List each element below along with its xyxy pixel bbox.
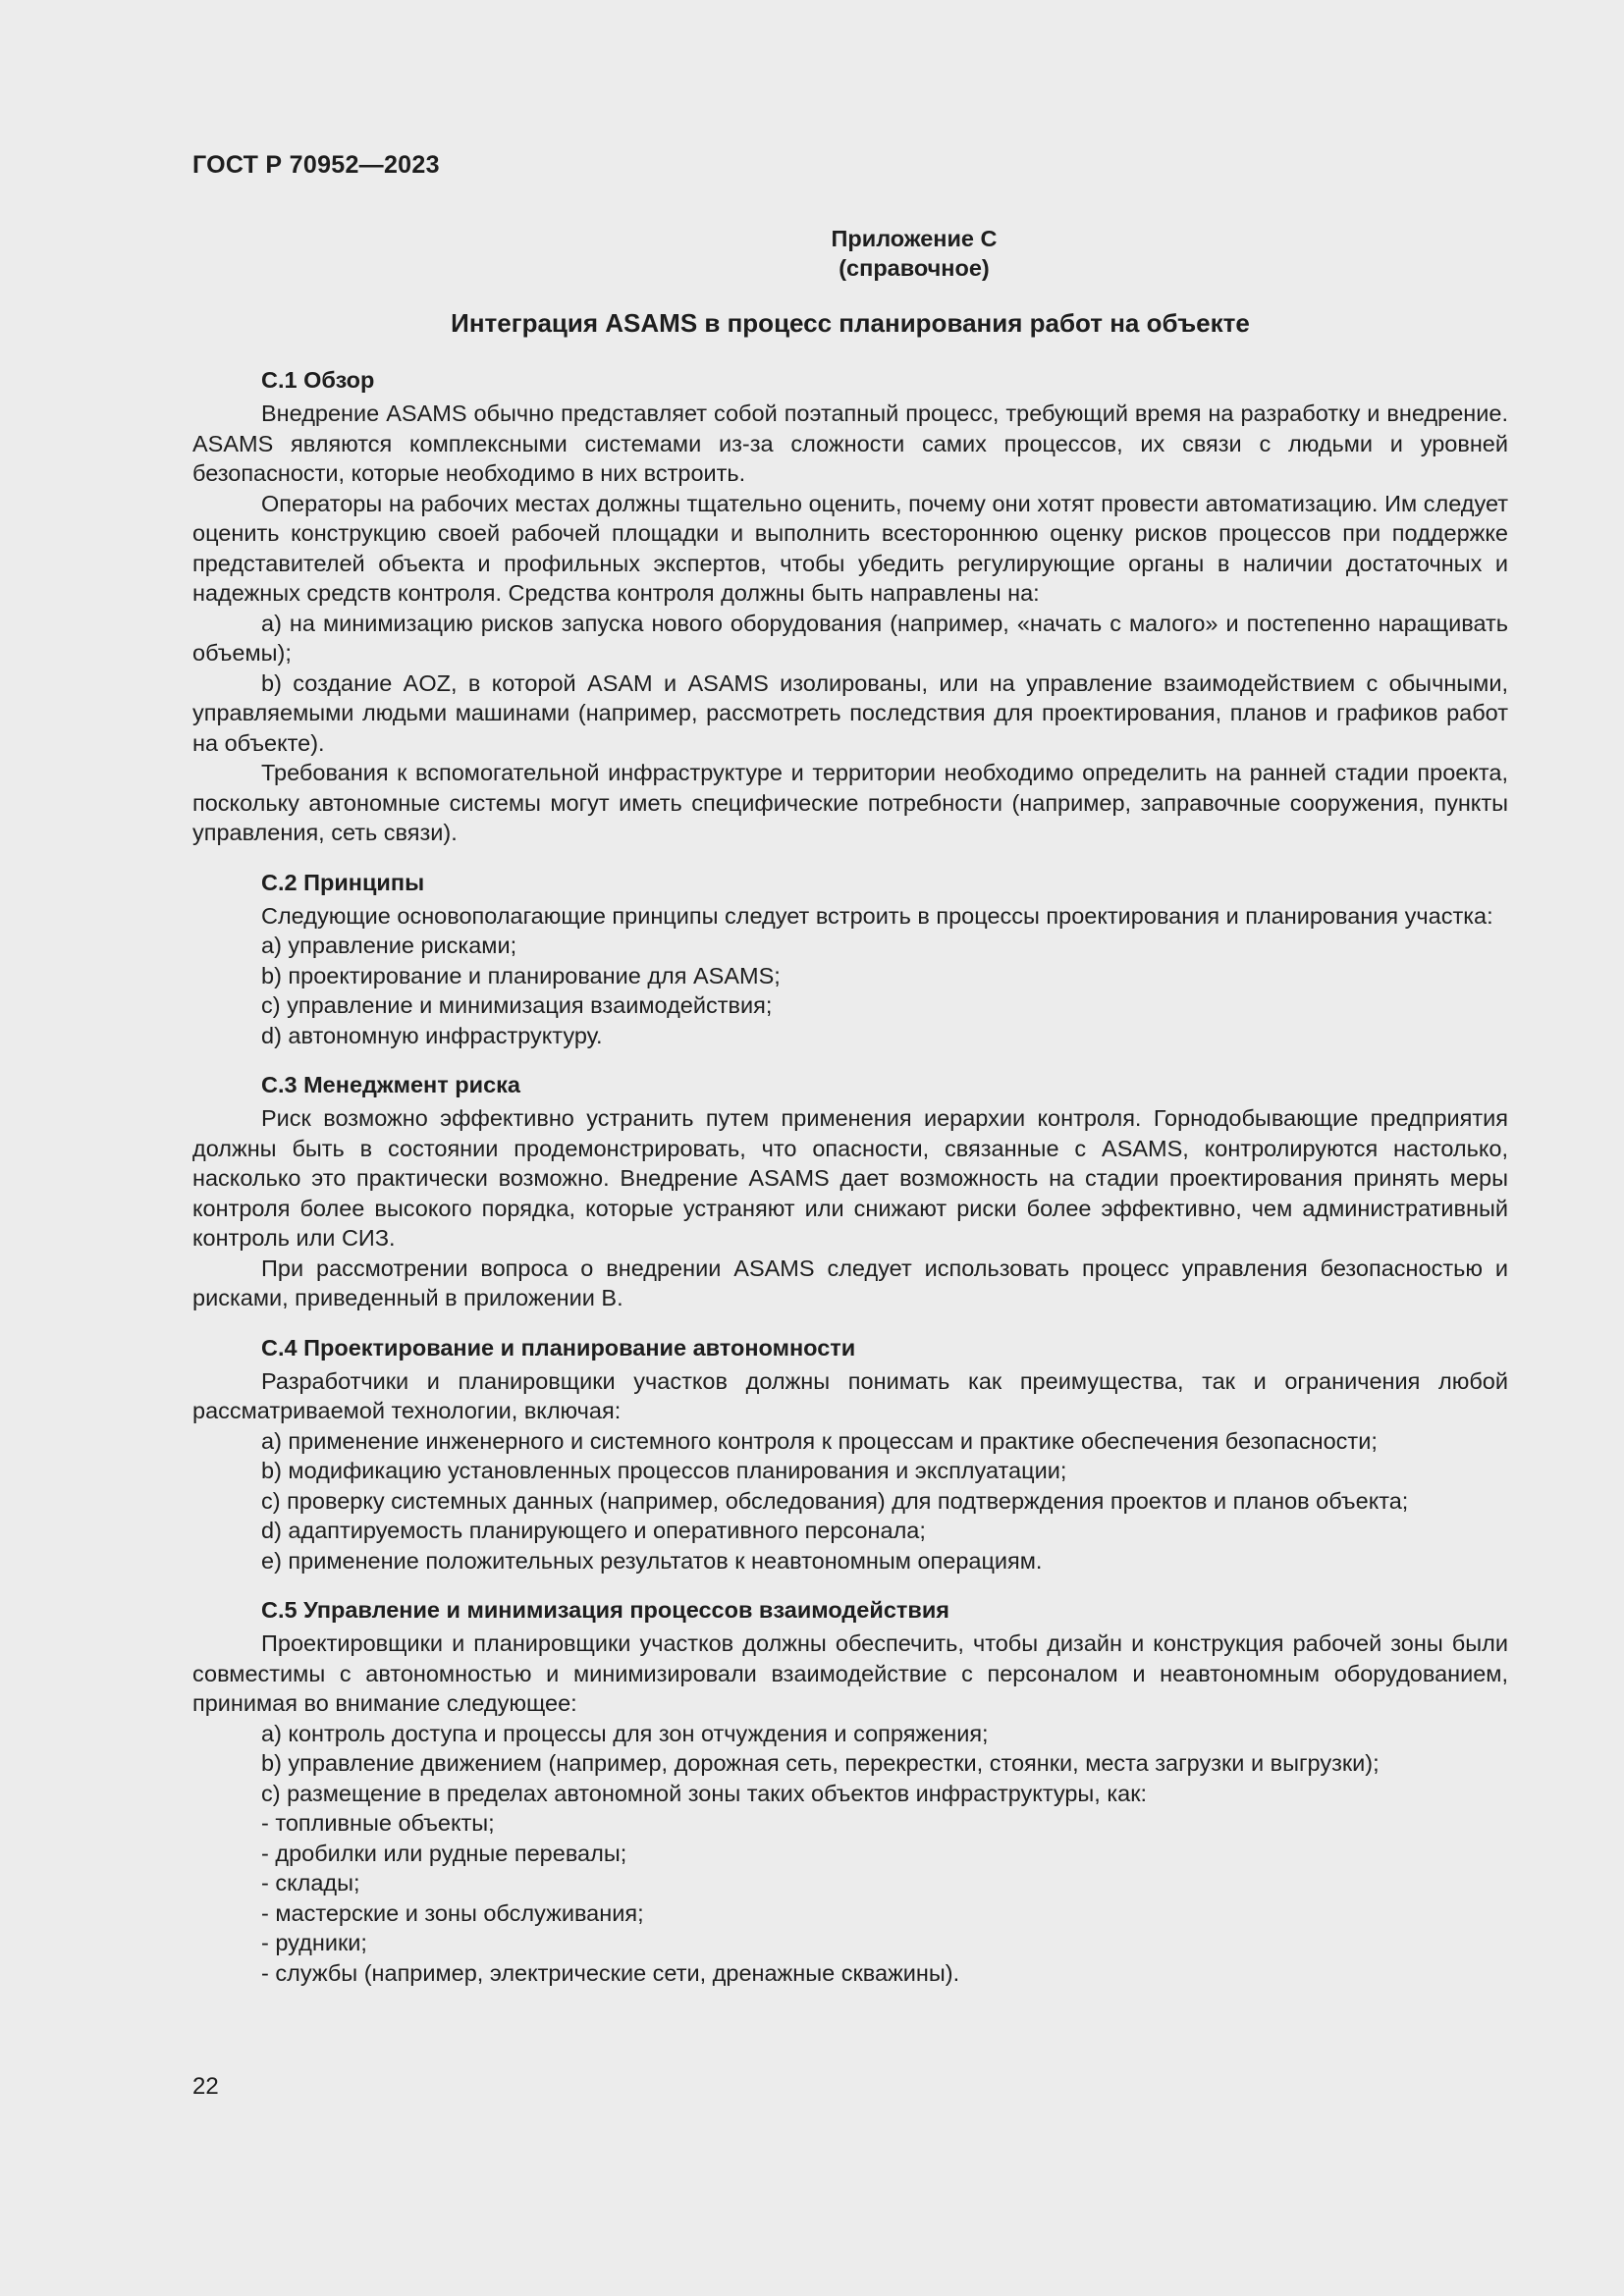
list-item: - топливные объекты; xyxy=(261,1810,495,1836)
section-heading-c1: С.1 Обзор xyxy=(261,367,375,393)
list-item: - рудники; xyxy=(261,1930,367,1955)
paragraph: Следующие основополагающие принципы следует встроить в процессы проектирования и планирования участка: xyxy=(261,902,1493,929)
list-item: b) создание AOZ, в которой ASAM и ASAMS изолированы, или на управление взаимодействием с обычными, управляемыми людьми машинами (например, рассмотреть последствия для проектирования, планов и графиков работ на объекте). xyxy=(192,669,1508,756)
page-number: 22 xyxy=(192,2073,219,2100)
list-item: a) контроль доступа и процессы для зон отчуждения и сопряжения; xyxy=(261,1720,989,1746)
section-heading-c5: С.5 Управление и минимизация процессов взаимодействия xyxy=(261,1597,950,1623)
annex-label: Приложение С xyxy=(831,226,998,251)
list-item: b) проектирование и планирование для ASAMS; xyxy=(261,962,781,988)
section-heading-c3: С.3 Менеджмент риска xyxy=(261,1072,520,1097)
list-item: b) управление движением (например, дорожная сеть, перекрестки, стоянки, места загрузки и выгрузки); xyxy=(261,1750,1380,1776)
page-content xyxy=(192,224,1508,1988)
document-code: ГОСТ Р 70952—2023 xyxy=(192,151,440,179)
paragraph: Проектировщики и планировщики участков должны обеспечить, чтобы дизайн и конструкция рабочей зоны были совместимы с автономностью и минимизировали взаимодействие с персоналом и неавтономным оборудованием, принимая во внимание следующее: xyxy=(192,1630,1508,1716)
annex-title: Интеграция ASAMS в процесс планирования работ на объекте xyxy=(451,308,1250,338)
paragraph: Риск возможно эффективно устранить путем применения иерархии контроля. Горнодобывающие предприятия должны быть в состоянии продемонстрировать, что опасности, связанные с ASAMS, контролируются настолько, насколько это практически возможно. Внедрение ASAMS дает возможность на стадии проектирования принять меры контроля более высокого порядка, которые устраняют или снижают риски более эффективно, чем административный контроль или СИЗ. xyxy=(192,1105,1508,1251)
section-heading-c2: С.2 Принципы xyxy=(261,869,425,895)
paragraph: Требования к вспомогательной инфраструктуре и территории необходимо определить на ранней стадии проекта, поскольку автономные системы могут иметь специфические потребности (например, заправочные сооружения, пункты управления, сеть связи). xyxy=(192,760,1508,845)
list-item: b) модификацию установленных процессов планирования и эксплуатации; xyxy=(261,1458,1067,1483)
list-item: - склады; xyxy=(261,1870,360,1896)
list-item: a) управление рисками; xyxy=(261,933,517,958)
paragraph: Разработчики и планировщики участков должны понимать как преимущества, так и ограничения любой рассматриваемой технологии, включая: xyxy=(192,1367,1508,1423)
list-item: - службы (например, электрические сети, дренажные скважины). xyxy=(261,1959,960,1986)
list-item: a) на минимизацию рисков запуска нового оборудования (например, «начать с малого» и постепенно наращивать объемы); xyxy=(192,610,1508,666)
annex-kind: (справочное) xyxy=(839,255,990,281)
list-item: - мастерские и зоны обслуживания; xyxy=(261,1899,644,1926)
list-item: e) применение положительных результатов к неавтономным операциям. xyxy=(261,1547,1043,1574)
list-item: c) размещение в пределах автономной зоны таких объектов инфраструктуры, как: xyxy=(261,1780,1148,1806)
list-item: a) применение инженерного и системного контроля к процессам и практике обеспечения безопасности; xyxy=(261,1427,1378,1454)
list-item: d) адаптируемость планирующего и оперативного персонала; xyxy=(261,1518,926,1543)
paragraph: Операторы на рабочих местах должны тщательно оценить, почему они хотят провести автоматизацию. Им следует оценить конструкцию своей рабочей площадки и выполнить всестороннюю оценку рисков процессов при поддержке представителей объекта и профильных экспертов, чтобы убедить регулирующие органы в наличии достаточных и надежных средств контроля. Средства контроля должны быть направлены на: xyxy=(192,490,1508,606)
paragraph: Внедрение ASAMS обычно представляет собой поэтапный процесс, требующий время на разработку и внедрение. ASAMS являются комплексными системами из-за сложности самих процессов, их связи с людьми и уровней безопасности, которые необходимо в них встроить. xyxy=(192,400,1508,486)
list-item: d) автономную инфраструктуру. xyxy=(261,1022,603,1048)
paragraph: При рассмотрении вопроса о внедрении ASAMS следует использовать процесс управления безопасностью и рисками, приведенный в приложении В. xyxy=(192,1255,1508,1310)
list-item: c) управление и минимизация взаимодействия; xyxy=(261,992,773,1018)
section-heading-c4: С.4 Проектирование и планирование автономности xyxy=(261,1334,856,1361)
list-item: - дробилки или рудные перевалы; xyxy=(261,1840,627,1866)
list-item: c) проверку системных данных (например, обследования) для подтверждения проектов и планов объекта; xyxy=(261,1487,1409,1514)
